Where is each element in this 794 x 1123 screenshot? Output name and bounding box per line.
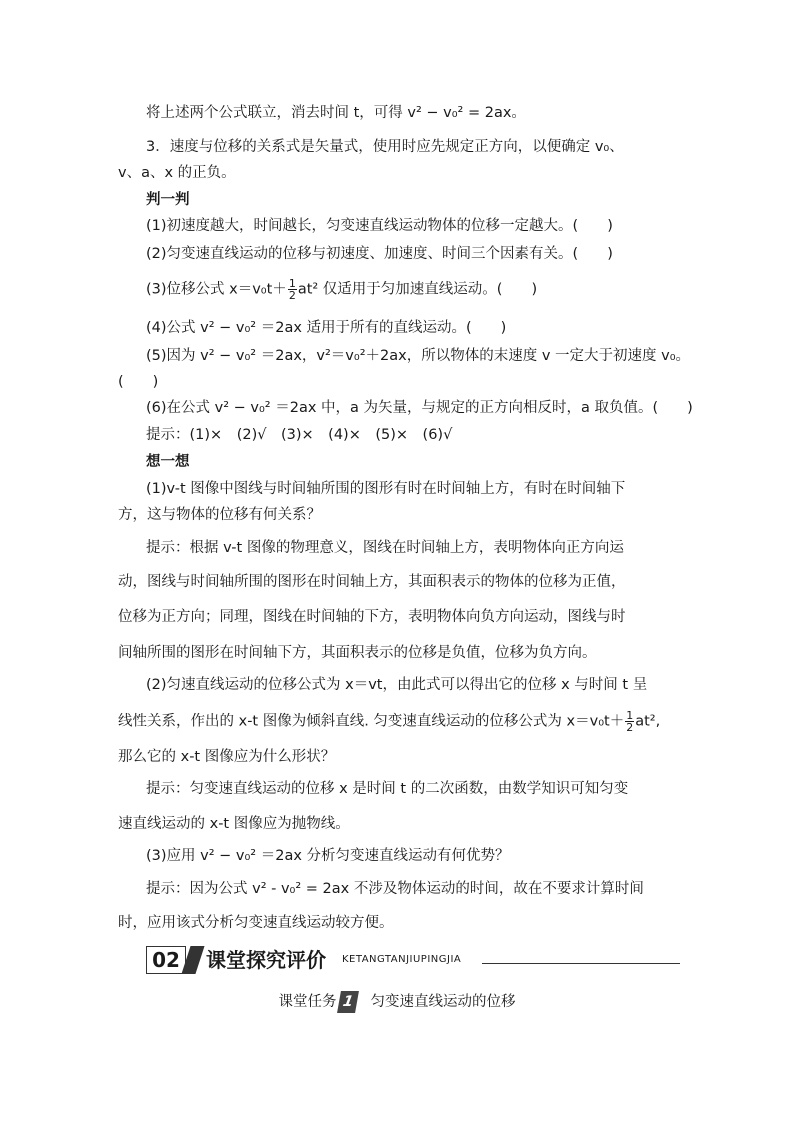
judge-item: (6)在公式 v² − v₀² ＝2ax 中，a 为矢量，与规定的正方向相反时，a 取负值。( ) [146,400,693,416]
hint-text: 提示：因为公式 v² - v₀² = 2ax 不涉及物体运动的时间，故在不要求计算时间 [146,881,644,897]
text-line: 3．速度与位移的关系式是矢量式，使用时应先规定正方向，以便确定 v₀、 [146,139,624,155]
hint-text: 位移为正方向；同理，图线在时间轴的下方，表明物体向负方向运动，图线与时 [118,609,626,625]
task-number-badge: 1 [337,991,359,1013]
hint-text: 动，图线与时间轴所围的图形在时间轴上方，其面积表示的物体的位移为正值， [118,574,626,590]
fraction: $\frac{1}{2}$ [626,709,634,734]
hint-text: 间轴所围的图形在时间轴下方，其面积表示的位移是负值，位移为负方向。 [118,645,597,661]
judge-item [146,278,706,301]
task-title: 匀变速直线运动的位移 [370,994,516,1010]
judge-item: (1)初速度越大，时间越长，匀变速直线运动物体的位移一定越大。( ) [146,218,613,234]
section-number: 02 [146,946,186,974]
section-pinyin: KETANGTANJIUPINGJIA [342,954,462,965]
task-heading [0,990,794,1014]
section-heading-think: 想一想 [146,454,190,470]
hint-text: 时，应用该式分析匀变速直线运动较方便。 [118,915,394,931]
hint-text: 提示：匀变速直线运动的位移 x 是时间 t 的二次函数，由数学知识可知匀变 [146,781,629,797]
section-title: 课堂探究评价 [206,948,326,972]
question-cont: 那么它的 x-t 图像应为什么形状？ [118,749,336,765]
question: (1)v-t 图像中图线与时间轴所围的图形有时在时间轴上方，有时在时间轴下 [146,481,626,497]
text-line: v、a、x 的正负。 [118,165,236,181]
judge-item: (4)公式 v² − v₀² ＝2ax 适用于所有的直线运动。( ) [146,320,507,336]
question: (3)应用 v² − v₀² ＝2ax 分析匀变速直线运动有何优势？ [146,848,510,864]
section-banner [146,946,680,974]
formula-text: (3)位移公式 x＝v₀t＋ [146,281,287,298]
formula-text: 线性关系，作出的 x-t 图像为倾斜直线. 匀变速直线运动的位移公式为 x＝v₀t＋ [118,713,625,730]
question-cont: 方，这与物体的位移有何关系？ [118,507,321,523]
judge-item: (2)匀变速直线运动的位移与初速度、加速度、时间三个因素有关。( ) [146,246,613,262]
text-line: 将上述两个公式联立，消去时间 t，可得 v² − v₀² = 2ax。 [146,105,526,121]
banner-rule [482,963,680,964]
task-prefix: 课堂任务 [278,994,337,1010]
formula-text: at², [635,713,661,730]
section-heading-judge: 判一判 [146,192,190,208]
judge-item: (5)因为 v² − v₀² ＝2ax，v²＝v₀²＋2ax，所以物体的末速度 v 一定大于初速度 v₀。 [146,348,691,364]
judge-item-cont: ( ) [118,374,159,390]
formula-text: at² 仅适用于匀加速直线运动。( ) [297,281,538,298]
hint-text: 速直线运动的 x-t 图像应为抛物线。 [118,816,350,832]
hint-answers: 提示：(1)× (2)√ (3)× (4)× (5)× (6)√ [146,427,453,443]
question: (2)匀速直线运动的位移公式为 x＝vt，由此式可以得出它的位移 x 与时间 t 呈 [146,677,648,693]
question-cont [118,710,678,733]
fraction: $\frac{1}{2}$ [288,277,296,302]
hint-text: 提示：根据 v-t 图像的物理意义，图线在时间轴上方，表明物体向正方向运 [146,540,624,556]
